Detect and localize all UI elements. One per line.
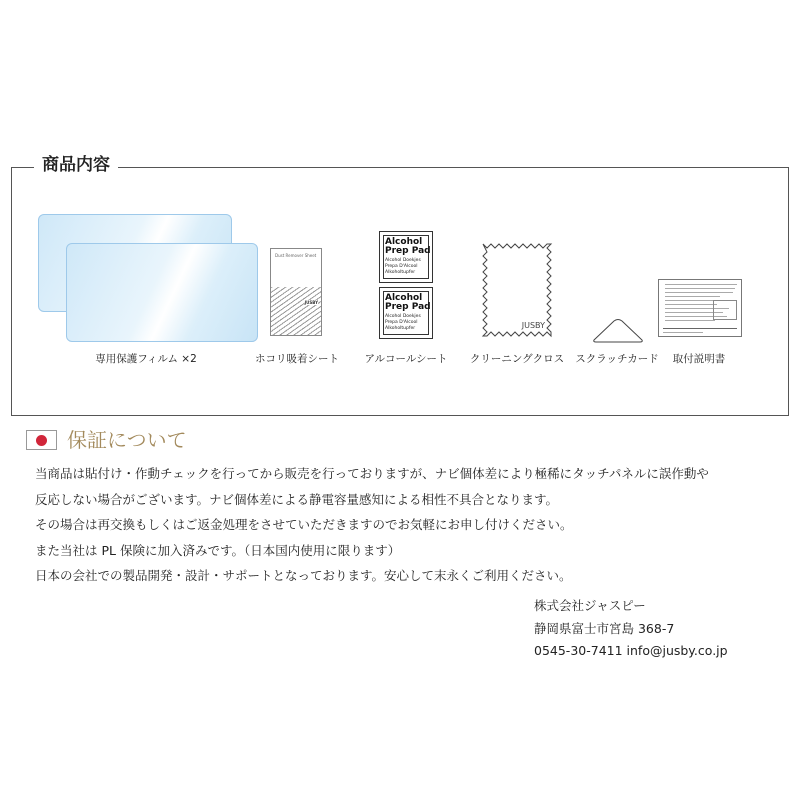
scratch-card-icon — [590, 318, 646, 344]
protective-film-front — [66, 243, 258, 342]
item-label-manual: 取付説明書 — [672, 353, 726, 365]
guarantee-text — [35, 461, 709, 589]
alcohol-pad-title-1: Alcohol — [385, 293, 423, 303]
japan-flag-icon — [26, 430, 57, 450]
installation-manual — [658, 279, 742, 337]
alcohol-pad-bottom — [379, 287, 433, 339]
item-label-alcohol-sheet: アルコールシート — [364, 353, 448, 365]
cloth-brand: JUSBY — [521, 321, 545, 330]
guarantee-line: 当商品は貼付け・作動チェックを行ってから販売を行っておりますが、ナビ個体差により極稀にタッチパネルに誤作動や — [35, 466, 709, 481]
company-contact: 0545-30-7411 info@jusby.co.jp — [534, 643, 728, 658]
dust-sheet-brand: JUSBY — [304, 300, 318, 305]
scratch-card — [590, 318, 646, 348]
item-label-cleaning-cloth: クリーニングクロス — [469, 353, 565, 365]
alcohol-pad-sub-3: Alkoholtupfer — [385, 326, 416, 331]
guarantee-title: 保証について — [67, 428, 187, 452]
alcohol-pad-top — [379, 231, 433, 283]
item-label-film: 専用保護フィルム ×2 — [95, 353, 197, 365]
alcohol-pad-title-2: Prep Pad — [385, 302, 431, 312]
alcohol-pad-title-1: Alcohol — [385, 237, 423, 247]
alcohol-pad-sub-1: Alcohol Doekjes — [385, 258, 421, 263]
alcohol-pad-sub-2: Prepa D'Alcool — [385, 264, 418, 269]
company-name: 株式会社ジャスピー — [534, 598, 646, 613]
guarantee-line: 日本の会社での製品開発・設計・サポートとなっております。安心して末永くご利用ください。 — [35, 568, 572, 584]
alcohol-pad-sub-3: Alkoholtupfer — [385, 270, 416, 275]
company-address: 静岡県富士市宮島 368-7 — [534, 620, 675, 636]
item-label-scratch-card: スクラッチカード — [575, 353, 659, 365]
guarantee-line: その場合は再交換もしくはご返金処理をさせていただきますのでお気軽にお申し付けください。 — [35, 517, 573, 533]
alcohol-pad-sub-2: Prepa D'Alcool — [385, 320, 418, 325]
dust-remover-sheet — [270, 248, 322, 336]
cleaning-cloth — [479, 240, 555, 344]
contents-title: 商品内容 — [34, 152, 118, 178]
company-info — [534, 595, 728, 663]
dust-sheet-stripes — [271, 287, 321, 335]
guarantee-line: 反応しない場合がございます。ナビ個体差による静電容量感知による相性不具合となります。 — [35, 491, 559, 507]
alcohol-pad-title-2: Prep Pad — [385, 246, 431, 256]
item-label-dust-sheet: ホコリ吸着シート — [255, 353, 339, 365]
guarantee-line: また当社は PL 保険に加入済みです。（日本国内使用に限ります） — [35, 542, 401, 558]
dust-sheet-header: Dust Remover Sheet — [275, 253, 317, 258]
alcohol-pad-sub-1: Alcohol Doekjes — [385, 314, 421, 319]
